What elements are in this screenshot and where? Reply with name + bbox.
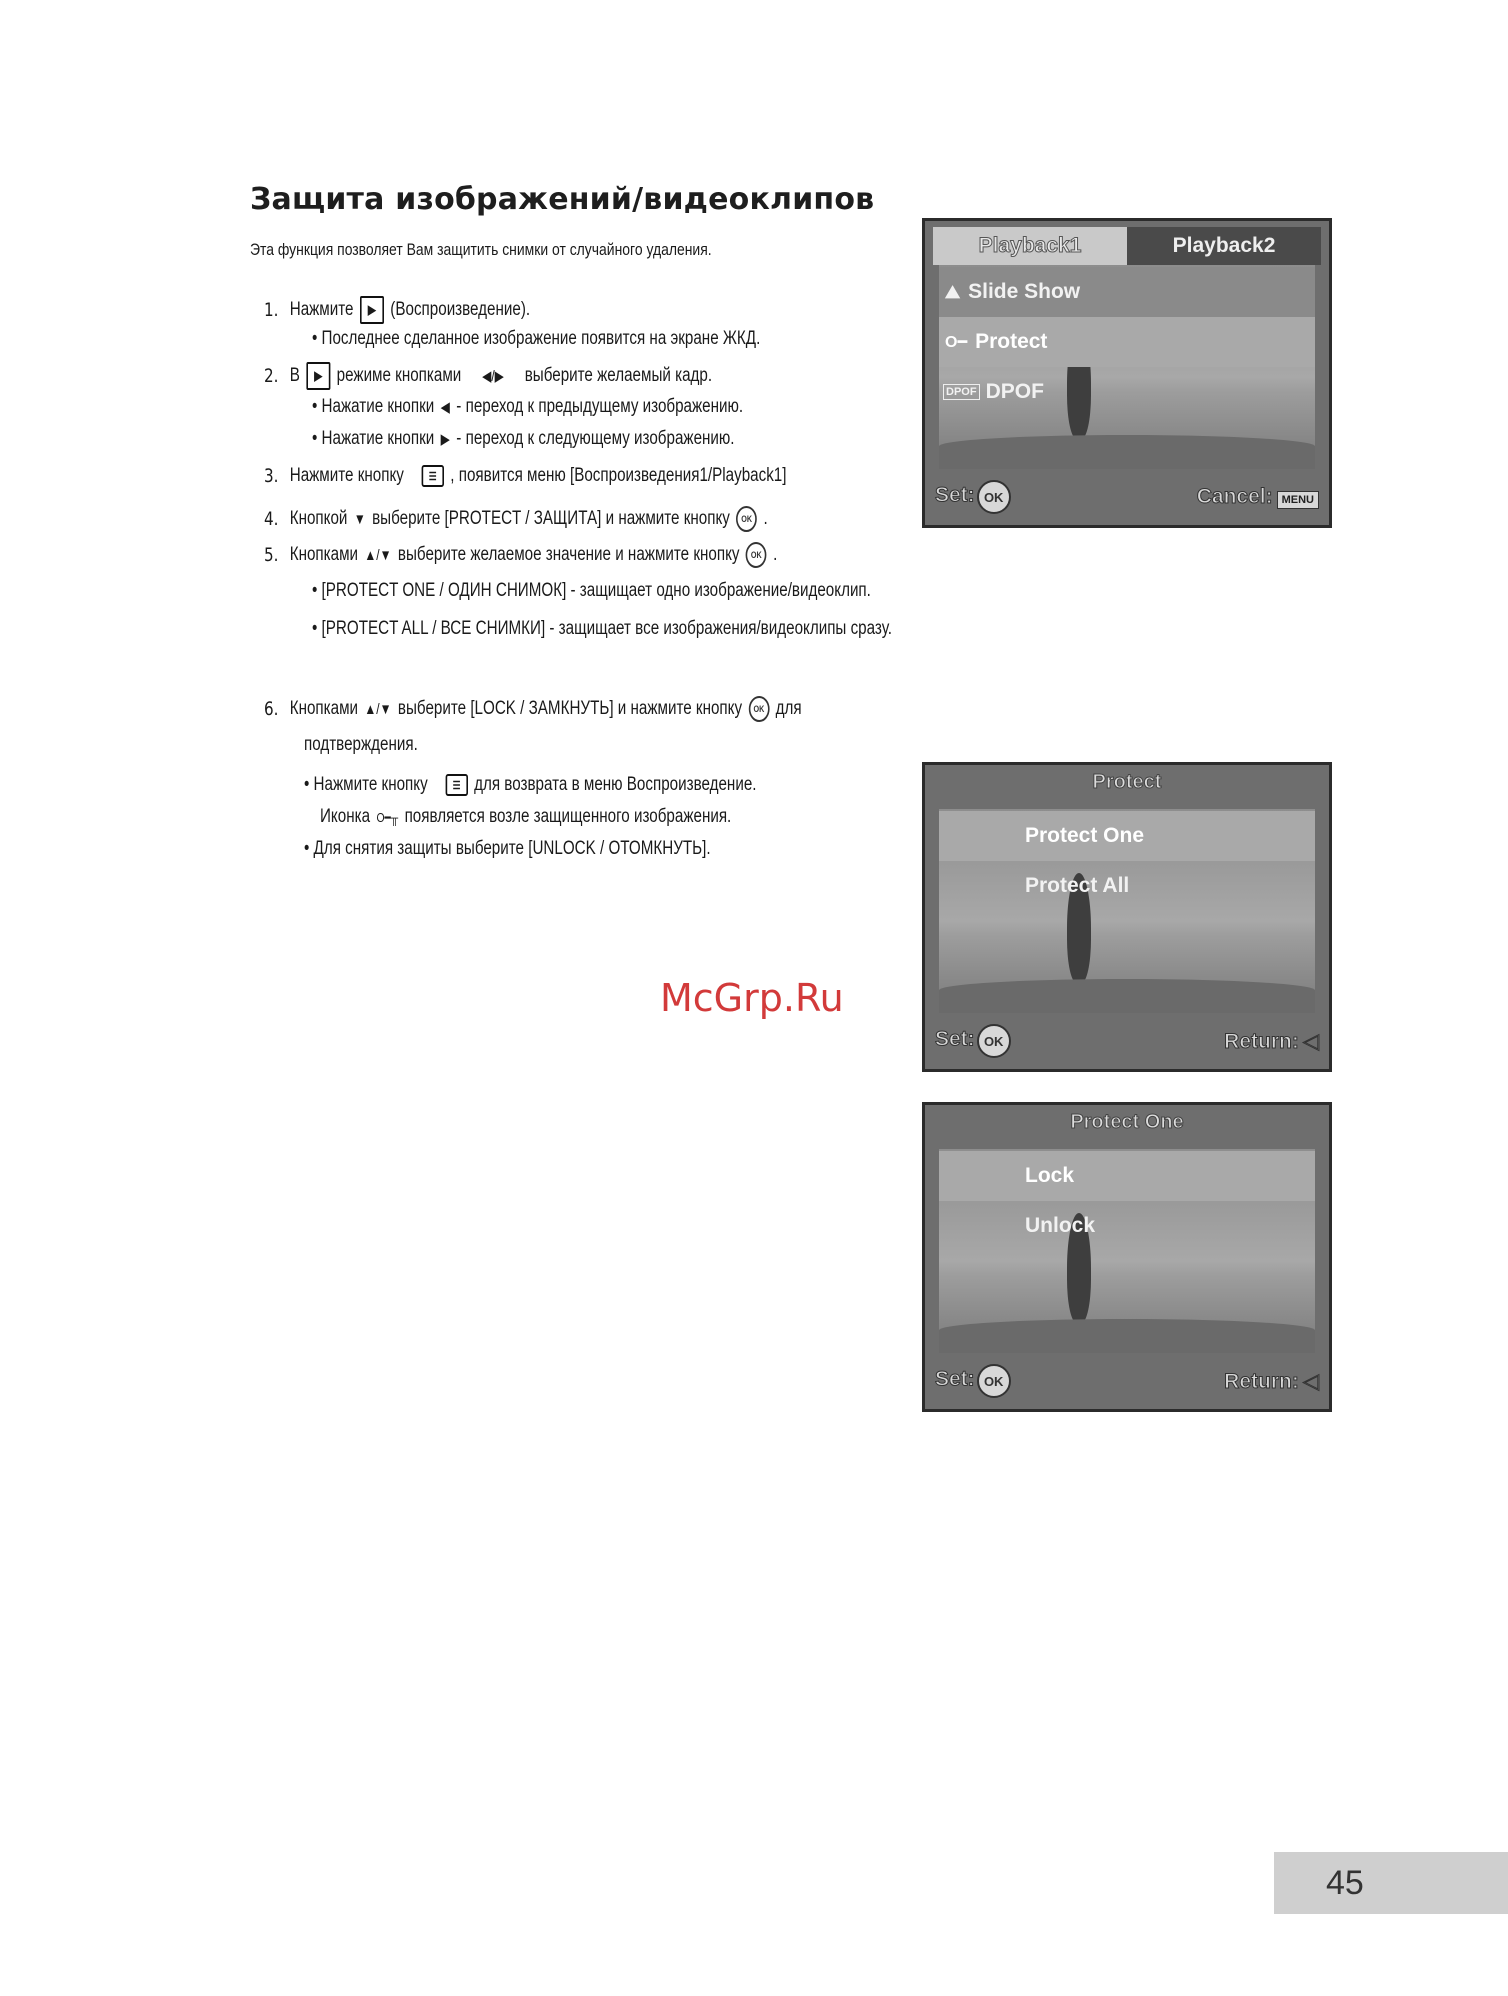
step-text: Кнопками <box>289 698 359 719</box>
dpof-icon: DPOF <box>943 384 980 400</box>
menu-item-label: Protect <box>975 330 1048 353</box>
menu-item-slide-show[interactable] <box>939 267 1315 317</box>
tab-playback1[interactable]: Playback1 <box>933 227 1127 265</box>
step-text: выберите желаемый кадр. <box>524 365 713 386</box>
step-text: Нажмите <box>289 299 354 320</box>
ok-icon: OK <box>977 1024 1011 1058</box>
step-text: . <box>763 508 768 529</box>
step-number: 3. <box>264 465 279 487</box>
step-text: . <box>773 544 778 565</box>
screen-footer <box>935 477 1319 517</box>
ok-button-icon: OK <box>746 542 767 568</box>
note-text: для возврата в меню Воспроизведение. <box>474 774 757 795</box>
menu-item-label: Slide Show <box>968 280 1081 303</box>
menu-item-lock[interactable]: Lock <box>939 1151 1315 1201</box>
step-text: выберите [PROTECT / ЗАЩИТА] и нажмите кнопку <box>372 508 730 529</box>
return-label: Return: <box>1224 1369 1299 1393</box>
note-text: • Нажмите кнопку <box>304 774 428 795</box>
menu-item-protect[interactable] <box>939 317 1315 367</box>
play-icon: ▶ <box>360 296 384 324</box>
cancel-hint <box>1197 485 1319 509</box>
intro-text: Эта функция позволяет Вам защитить снимки от случайного удаления. <box>250 240 712 259</box>
menu-button-icon: ☰ <box>445 774 467 796</box>
return-label: Return: <box>1224 1029 1299 1053</box>
step-text: Кнопками <box>289 544 359 565</box>
step-number: 6. <box>264 698 279 720</box>
step-1 <box>264 296 530 324</box>
key-icon: O━ <box>945 334 968 351</box>
step-6-note-1 <box>304 774 757 796</box>
menu-tabs <box>933 227 1321 265</box>
menu-item-protect-all[interactable]: Protect All <box>1025 874 1130 897</box>
screen-title: Protect <box>1092 771 1162 793</box>
step-text: режиме кнопками <box>336 365 462 386</box>
ok-icon: OK <box>977 1364 1011 1398</box>
screen-footer <box>935 1021 1319 1061</box>
step-6-note-3: • Для снятия защиты выберите [UNLOCK / ОТОМКНУТЬ]. <box>304 838 711 859</box>
menu-item-unlock[interactable]: Unlock <box>1025 1214 1096 1237</box>
note-text: - переход к следующему изображению. <box>456 428 735 449</box>
left-arrow-icon: ◀ <box>440 398 450 416</box>
step-5 <box>264 542 777 568</box>
play-icon: ▶ <box>306 362 330 390</box>
ok-icon: OK <box>977 480 1011 514</box>
lock-key-icon: O━╥ <box>376 809 399 825</box>
tab-playback2[interactable]: Playback2 <box>1127 227 1321 265</box>
camera-screen-protect-one <box>922 1102 1332 1412</box>
step-text: для <box>775 698 802 719</box>
step-6 <box>264 696 802 722</box>
right-arrow-icon: ▶ <box>440 430 450 448</box>
note-text: Иконка <box>320 806 371 827</box>
set-hint <box>935 1364 1011 1398</box>
step-text: , появится меню [Воспроизведения1/Playback1] <box>450 465 787 486</box>
step-5-note-1: • [PROTECT ONE / ОДИН СНИМОК] - защищает одно изображение/видеоклип. <box>312 580 871 601</box>
step-2-note-1 <box>312 396 743 418</box>
menu-button-icon: ☰ <box>421 465 443 487</box>
camera-screen-playback-menu <box>922 218 1332 528</box>
return-hint <box>1224 1029 1319 1054</box>
return-hint <box>1224 1369 1319 1394</box>
step-text: (Воспроизведение). <box>390 299 531 320</box>
step-1-note: • Последнее сделанное изображение появится на экране ЖКД. <box>312 328 761 349</box>
step-text: выберите желаемое значение и нажмите кнопку <box>397 544 740 565</box>
step-6-continuation: подтверждения. <box>304 734 418 755</box>
cancel-label: Cancel: <box>1196 485 1273 508</box>
menu-icon: MENU <box>1277 491 1319 509</box>
left-triangle-icon: ◁ <box>1302 1029 1319 1053</box>
step-5-note-2: • [PROTECT ALL / ВСЕ СНИМКИ] - защищает все изображения/видеоклипы сразу. <box>312 618 893 639</box>
set-label: Set: <box>935 1027 975 1051</box>
step-text: выберите [LOCK / ЗАМКНУТЬ] и нажмите кнопку <box>397 698 743 719</box>
note-text: • Нажатие кнопки <box>312 428 435 449</box>
screen-title: Protect One <box>1070 1111 1184 1133</box>
up-down-arrows-icon: ▲/▼ <box>364 546 392 564</box>
left-triangle-icon: ◁ <box>1302 1369 1319 1393</box>
watermark: McGrp.Ru <box>660 976 844 1020</box>
step-text: Кнопкой <box>289 508 348 529</box>
screen-footer <box>935 1361 1319 1401</box>
menu-item-dpof[interactable] <box>939 367 1315 417</box>
camera-screen-protect <box>922 762 1332 1072</box>
step-3 <box>264 465 786 487</box>
step-number: 5. <box>264 544 279 566</box>
down-arrow-icon: ▼ <box>353 510 366 528</box>
menu-item-label: DPOF <box>985 380 1044 403</box>
page-number: 45 <box>1274 1852 1508 1914</box>
set-hint <box>935 480 1011 514</box>
ok-button-icon: OK <box>748 696 769 722</box>
step-2-note-2 <box>312 428 735 450</box>
note-text: - переход к предыдущему изображению. <box>456 396 744 417</box>
up-down-arrows-icon: ▲/▼ <box>364 700 392 718</box>
set-hint <box>935 1024 1011 1058</box>
step-number: 4. <box>264 508 279 530</box>
step-6-note-2 <box>320 806 731 828</box>
menu-item-protect-one[interactable]: Protect One <box>939 811 1315 861</box>
left-right-arrows-icon: ◀/▶ <box>482 367 504 385</box>
step-2 <box>264 362 712 390</box>
ok-button-icon: OK <box>736 506 757 532</box>
step-text: Нажмите кнопку <box>289 465 404 486</box>
note-text: появляется возле защищенного изображения. <box>404 806 732 827</box>
set-label: Set: <box>935 1367 975 1391</box>
step-text: В <box>289 365 300 386</box>
note-text: • Нажатие кнопки <box>312 396 435 417</box>
step-number: 1. <box>264 299 279 321</box>
page-title: Защита изображений/видеоклипов <box>250 182 875 217</box>
set-label: Set: <box>935 483 975 507</box>
step-4 <box>264 506 768 532</box>
slide-show-icon: ⛰ <box>945 281 961 302</box>
step-number: 2. <box>264 365 279 387</box>
